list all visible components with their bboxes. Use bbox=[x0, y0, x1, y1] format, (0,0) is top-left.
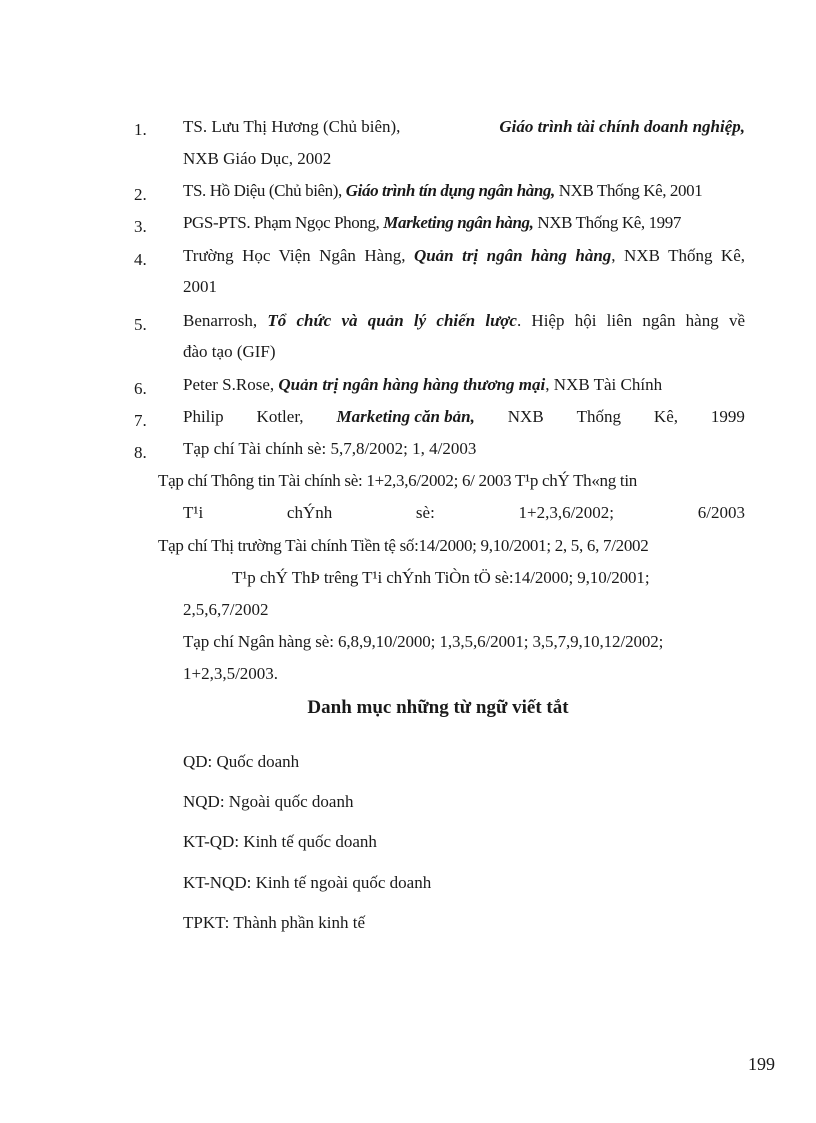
reference-item bbox=[183, 245, 745, 267]
reference-item bbox=[183, 180, 702, 202]
ref-publisher: , NXB Tài Chính bbox=[545, 375, 663, 394]
abbreviation-item: KT-NQD: Kinh tế ngoài quốc doanh bbox=[183, 873, 432, 892]
journal-line bbox=[183, 502, 745, 524]
ref-number: 3. bbox=[134, 217, 147, 236]
page-number: 199 bbox=[748, 1054, 775, 1074]
ref-author: TS. Hồ Diệu (Chủ biên), bbox=[183, 181, 342, 200]
ref-title: Giáo trình tài chính doanh nghiệp, bbox=[499, 117, 745, 136]
reference-item bbox=[183, 310, 745, 332]
reference-item bbox=[183, 406, 745, 428]
ref-word: Thống bbox=[576, 407, 621, 426]
abbreviation-item: NQD: Ngoài quốc doanh bbox=[183, 792, 354, 811]
ref-publisher: NXB Thống Kê, 1997 bbox=[537, 213, 681, 232]
ref-number: 5. bbox=[134, 315, 147, 334]
journal-word: T¹i bbox=[183, 503, 204, 522]
abbreviation-item: TPKT: Thành phần kinh tế bbox=[183, 913, 366, 932]
ref-number: 4. bbox=[134, 250, 147, 269]
journal-word: sè: bbox=[415, 503, 435, 522]
journal-word: chÝnh bbox=[286, 503, 333, 522]
ref-author: Benarrosh, bbox=[183, 311, 258, 330]
abbreviation-item: QD: Quốc doanh bbox=[183, 752, 300, 771]
journal-word: 6/2003 bbox=[697, 503, 745, 522]
ref-publisher: , NXB Thống Kê, bbox=[611, 246, 745, 265]
reference-item: Tạp chí Tài chính sè: 5,7,8/2002; 1, 4/2003 bbox=[183, 439, 477, 458]
abbreviation-item: KT-QD: Kinh tế quốc doanh bbox=[183, 832, 377, 851]
journal-line: Tạp chí Thị trường Tài chính Tiền tệ số:14/2000; 9,10/2001; 2, 5, 6, 7/2002 bbox=[158, 536, 649, 555]
ref-title: Quản trị ngân hàng hàng thương mại bbox=[278, 375, 546, 394]
ref-author: PGS-PTS. Phạm Ngọc Phong, bbox=[183, 213, 380, 232]
ref-number: 8. bbox=[134, 443, 147, 462]
ref-continuation: NXB Giáo Dục, 2002 bbox=[183, 149, 332, 168]
abbreviations-heading: Danh mục những từ ngữ viết tắt bbox=[307, 697, 569, 718]
ref-publisher: . Hiệp hội liên ngân hàng về bbox=[516, 311, 746, 330]
ref-publisher: NXB Thống Kê, 2001 bbox=[558, 181, 703, 200]
ref-title: Giáo trình tín dụng ngân hàng, bbox=[345, 181, 555, 200]
ref-word: Kê, bbox=[653, 407, 678, 426]
journal-line: 1+2,3,5/2003. bbox=[183, 664, 279, 683]
ref-word: 1999 bbox=[710, 407, 745, 426]
journal-word: 1+2,3,6/2002; bbox=[518, 503, 615, 522]
ref-continuation: 2001 bbox=[183, 277, 217, 296]
ref-word: Philip bbox=[183, 407, 224, 426]
reference-item bbox=[183, 374, 662, 396]
reference-item bbox=[183, 212, 681, 234]
ref-title: Tổ chức và quản lý chiến lược bbox=[267, 311, 517, 330]
reference-item bbox=[183, 116, 745, 138]
journal-line: Tạp chí Ngân hàng sè: 6,8,9,10/2000; 1,3,5,6/2001; 3,5,7,9,10,12/2002; bbox=[183, 632, 664, 651]
ref-continuation: đào tạo (GIF) bbox=[183, 342, 276, 361]
journal-line: 2,5,6,7/2002 bbox=[183, 600, 269, 619]
ref-title: Marketing căn bản, bbox=[336, 407, 475, 426]
ref-author: Peter S.Rose, bbox=[183, 375, 275, 394]
ref-author: TS. Lưu Thị Hương (Chủ biên), bbox=[183, 117, 401, 136]
ref-number: 1. bbox=[134, 120, 147, 139]
ref-number: 6. bbox=[134, 379, 147, 398]
ref-number: 2. bbox=[134, 185, 147, 204]
ref-word: Kotler, bbox=[256, 407, 304, 426]
journal-line: Tạp chí Thông tin Tài chính sè: 1+2,3,6/2002; 6/ 2003 T¹p chÝ Th«ng tin bbox=[158, 471, 637, 490]
ref-title: Quản trị ngân hàng hàng bbox=[413, 246, 612, 265]
ref-author: Trường Học Viện Ngân Hàng, bbox=[183, 246, 406, 265]
ref-word: NXB bbox=[507, 407, 544, 426]
ref-title: Marketing ngân hàng, bbox=[383, 213, 534, 232]
ref-number: 7. bbox=[134, 411, 147, 430]
journal-line: T¹p chÝ ThÞ trêng T¹i chÝnh TiÒn tÖ sè:14/2000; 9,10/2001; bbox=[232, 568, 650, 587]
